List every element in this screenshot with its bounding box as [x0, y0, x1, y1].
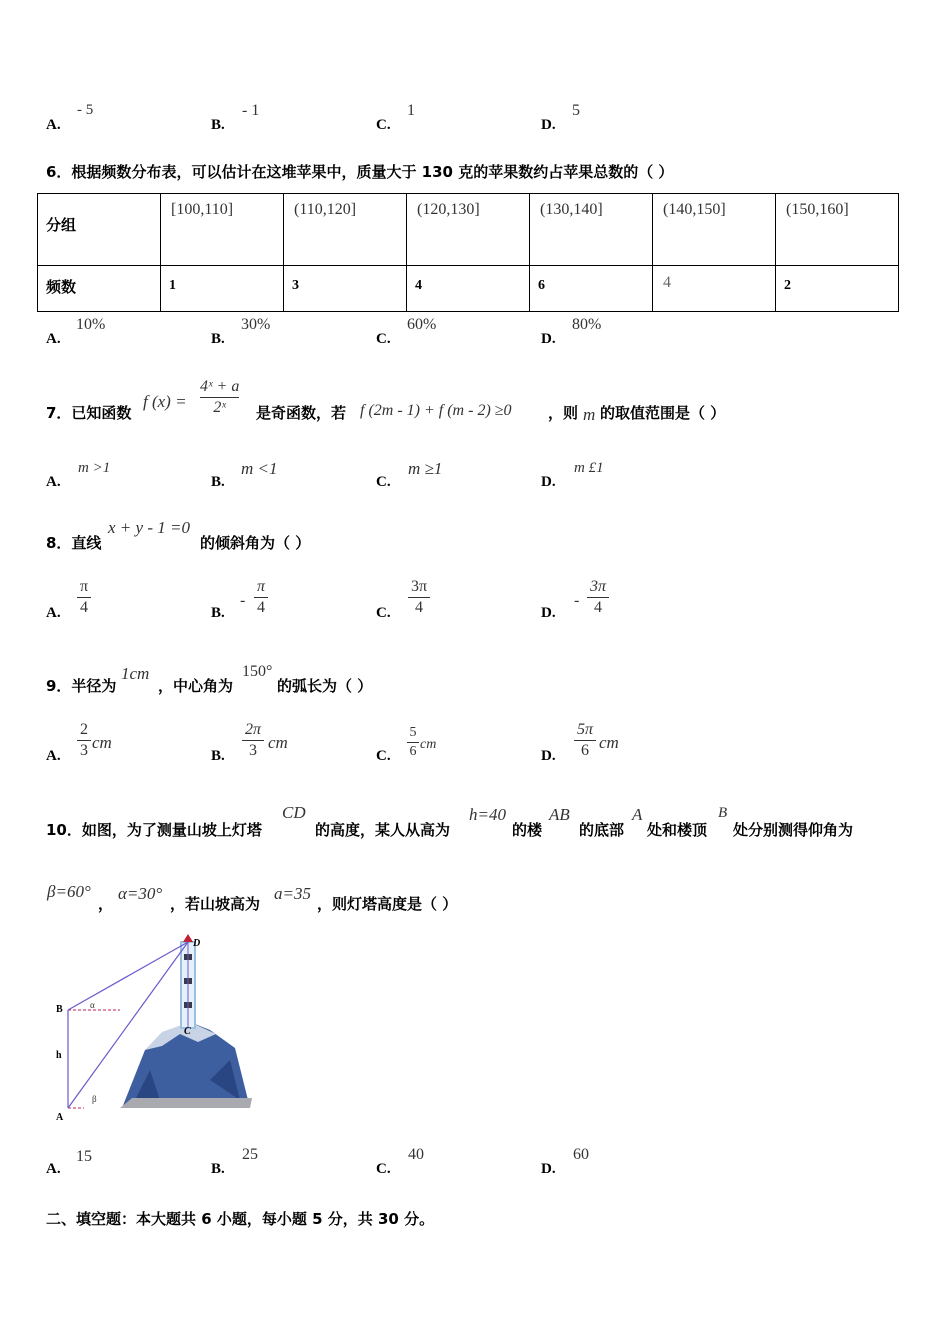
- q8-option-b-denominator: 4: [257, 599, 265, 616]
- table-count-cell: 4: [415, 278, 422, 293]
- label-a: A: [56, 1112, 64, 1123]
- q9-option-b-label: B.: [211, 748, 225, 764]
- q9-option-c-fraction: [407, 725, 419, 760]
- q8-option-d-numerator: 3π: [589, 578, 606, 595]
- lighthouse-roof: [183, 934, 193, 942]
- q9-option-d-numerator: 5π: [576, 721, 593, 738]
- q9-option-a-label: A.: [46, 748, 61, 764]
- q5-option-b-value: - 1: [242, 102, 260, 119]
- table-count-cell: 2: [784, 278, 791, 293]
- label-d: D: [193, 938, 201, 949]
- q9-angle: 150°: [242, 663, 273, 680]
- q10-figure: [40, 930, 280, 1130]
- q9-option-c-denominator: 6: [409, 744, 417, 759]
- label-beta: β: [92, 1094, 97, 1104]
- q10-option-c-label: C.: [376, 1161, 391, 1177]
- q10-option-c-value: 40: [408, 1146, 424, 1163]
- q7-option-a-label: A.: [46, 474, 61, 490]
- sight-line-bd: [68, 942, 188, 1010]
- q9-radius: 1cm: [121, 664, 150, 683]
- q7-option-b-value: m <1: [241, 459, 278, 478]
- q10-text-8: ，则灯塔高度是（ ）: [317, 895, 458, 913]
- q10-text-4: 的底部: [579, 821, 625, 839]
- q9-option-b-fraction: [242, 721, 264, 760]
- q9-option-d-unit: cm: [599, 733, 619, 752]
- q9-option-a-denominator: 3: [80, 742, 88, 759]
- table-count-cell: 1: [169, 278, 176, 293]
- table-range-cell: (110,120]: [294, 201, 357, 218]
- q9-option-b-numerator: 2π: [244, 721, 261, 738]
- q6-option-a-label: A.: [46, 331, 61, 347]
- q8-option-a-numerator: π: [79, 578, 89, 595]
- q7-fraction-denominator: 2ˣ: [213, 399, 226, 416]
- q9-prefix: 9．半径为: [46, 677, 117, 695]
- table-range-cell: (150,160]: [786, 201, 849, 218]
- q10-slope-height: a=35: [274, 884, 311, 903]
- q10-option-d-label: D.: [541, 1161, 556, 1177]
- table-range-cell: (140,150]: [663, 201, 726, 218]
- q9-suffix: 的弧长为（ ）: [277, 677, 373, 695]
- q9-option-a-fraction: [77, 721, 91, 760]
- q10-point-a: A: [632, 805, 643, 824]
- label-c: C: [184, 1026, 191, 1037]
- table-header-frequency: 频数: [46, 278, 77, 296]
- table-range-cell: [100,110]: [171, 201, 234, 218]
- q7-option-d-label: D.: [541, 474, 556, 490]
- q10-option-b-value: 25: [242, 1146, 258, 1163]
- q6-option-a-value: 10%: [76, 316, 106, 333]
- table-count-cell: 4: [663, 274, 671, 291]
- q8-option-c-fraction: [408, 578, 430, 617]
- q8-option-b-sign: -: [240, 592, 246, 609]
- q8-option-a-denominator: 4: [80, 599, 88, 616]
- q9-option-d-fraction: [574, 721, 596, 760]
- q6-option-d-label: D.: [541, 331, 556, 347]
- q10-option-b-label: B.: [211, 1161, 225, 1177]
- q5-option-d-label: D.: [541, 117, 556, 133]
- q6-option-b-value: 30%: [241, 316, 271, 333]
- table-range-cell: (120,130]: [417, 201, 480, 218]
- q10-comma: ，: [98, 895, 114, 913]
- q7-option-a-value: m >1: [78, 460, 111, 476]
- q10-text-6: 处分别测得仰角为: [733, 821, 854, 839]
- label-b: B: [56, 1004, 63, 1015]
- q8-option-a-fraction: [77, 578, 91, 617]
- q9-option-a-numerator: 2: [80, 721, 88, 738]
- q8-line-equation: x + y - 1 =0: [108, 518, 190, 537]
- q5-option-b-label: B.: [211, 117, 225, 133]
- q10-option-a-value: 15: [76, 1148, 92, 1165]
- q6-stem: 6．根据频数分布表，可以估计在这堆苹果中，质量大于 130 克的苹果数约占苹果总数的（ ）: [46, 163, 674, 181]
- q7-option-c-value: m ≥1: [408, 459, 443, 478]
- q7-function-fraction: [200, 378, 239, 417]
- q7-function-name: f (x) =: [143, 392, 187, 411]
- q6-option-c-label: C.: [376, 331, 391, 347]
- table-count-cell: 6: [538, 278, 545, 293]
- q8-option-d-sign: -: [574, 592, 580, 609]
- q8-prefix: 8．直线: [46, 534, 102, 552]
- table-header-group: 分组: [46, 216, 77, 234]
- q8-option-b-fraction: [254, 578, 268, 617]
- q8-suffix: 的倾斜角为（ ）: [200, 534, 311, 552]
- q6-option-b-label: B.: [211, 331, 225, 347]
- q7-option-d-value: m £1: [574, 460, 604, 476]
- q8-option-b-numerator: π: [256, 578, 265, 595]
- q10-ab: AB: [549, 805, 570, 824]
- q7-fraction-numerator: 4ˣ + a: [200, 378, 240, 395]
- q10-building-height: h=40: [469, 805, 506, 824]
- q10-cd: CD: [282, 803, 306, 822]
- q8-option-d-denominator: 4: [594, 599, 602, 616]
- q8-option-c-numerator: 3π: [410, 578, 428, 595]
- q9-option-d-denominator: 6: [581, 742, 589, 759]
- q7-inequality: f (2m - 1) + f (m - 2) ≥0: [360, 402, 512, 419]
- label-alpha: α: [90, 1000, 95, 1010]
- q8-option-c-label: C.: [376, 605, 391, 621]
- frequency-table: [37, 193, 899, 312]
- q9-option-c-label: C.: [376, 748, 391, 764]
- q5-option-d-value: 5: [572, 102, 580, 119]
- q10-text-5: 处和楼顶: [647, 821, 708, 839]
- q7-option-b-label: B.: [211, 474, 225, 490]
- section-2-heading: 二、填空题：本大题共 6 小题，每小题 5 分，共 30 分。: [46, 1210, 435, 1228]
- q10-option-a-label: A.: [46, 1161, 61, 1177]
- q8-option-b-label: B.: [211, 605, 225, 621]
- q7-option-c-label: C.: [376, 474, 391, 490]
- mountain-base: [120, 1098, 252, 1108]
- q7-variable: m: [583, 405, 596, 424]
- q9-option-a-unit: cm: [92, 733, 112, 752]
- q7-mid-text: 是奇函数，若: [256, 404, 347, 422]
- q7-suffix: 的取值范围是（ ）: [600, 404, 726, 422]
- q5-option-c-label: C.: [376, 117, 391, 133]
- table-count-cell: 3: [292, 278, 299, 293]
- q9-option-c-numerator: 5: [409, 725, 417, 740]
- q9-option-c-unit: cm: [420, 737, 437, 752]
- q6-option-d-value: 80%: [572, 316, 602, 333]
- table-range-cell: (130,140]: [540, 201, 603, 218]
- q8-option-d-fraction: [587, 578, 609, 617]
- q9-option-b-denominator: 3: [249, 742, 257, 759]
- q10-text-1: 10．如图，为了测量山坡上灯塔: [46, 821, 262, 839]
- q5-option-a-label: A.: [46, 117, 61, 133]
- q6-option-c-value: 60%: [407, 316, 437, 333]
- q10-text-7: ，若山坡高为: [170, 895, 261, 913]
- q9-option-d-label: D.: [541, 748, 556, 764]
- q10-text-3: 的楼: [512, 821, 543, 839]
- q10-text-2: 的高度，某人从高为: [315, 821, 451, 839]
- q9-option-b-unit: cm: [268, 733, 288, 752]
- q9-mid-text: ，中心角为: [158, 677, 234, 695]
- q7-prefix: 7．已知函数: [46, 404, 132, 422]
- q10-point-b: B: [718, 805, 728, 821]
- q10-option-d-value: 60: [573, 1146, 589, 1163]
- q8-option-d-label: D.: [541, 605, 556, 621]
- q5-option-c-value: 1: [407, 102, 415, 119]
- q5-option-a-value: - 5: [77, 102, 94, 118]
- q10-beta: β=60°: [47, 882, 91, 901]
- q8-option-a-label: A.: [46, 605, 61, 621]
- label-h: h: [56, 1050, 62, 1061]
- q8-option-c-denominator: 4: [415, 599, 423, 616]
- q10-alpha: α=30°: [118, 884, 163, 903]
- q7-mid-text-2: ，则: [548, 404, 579, 422]
